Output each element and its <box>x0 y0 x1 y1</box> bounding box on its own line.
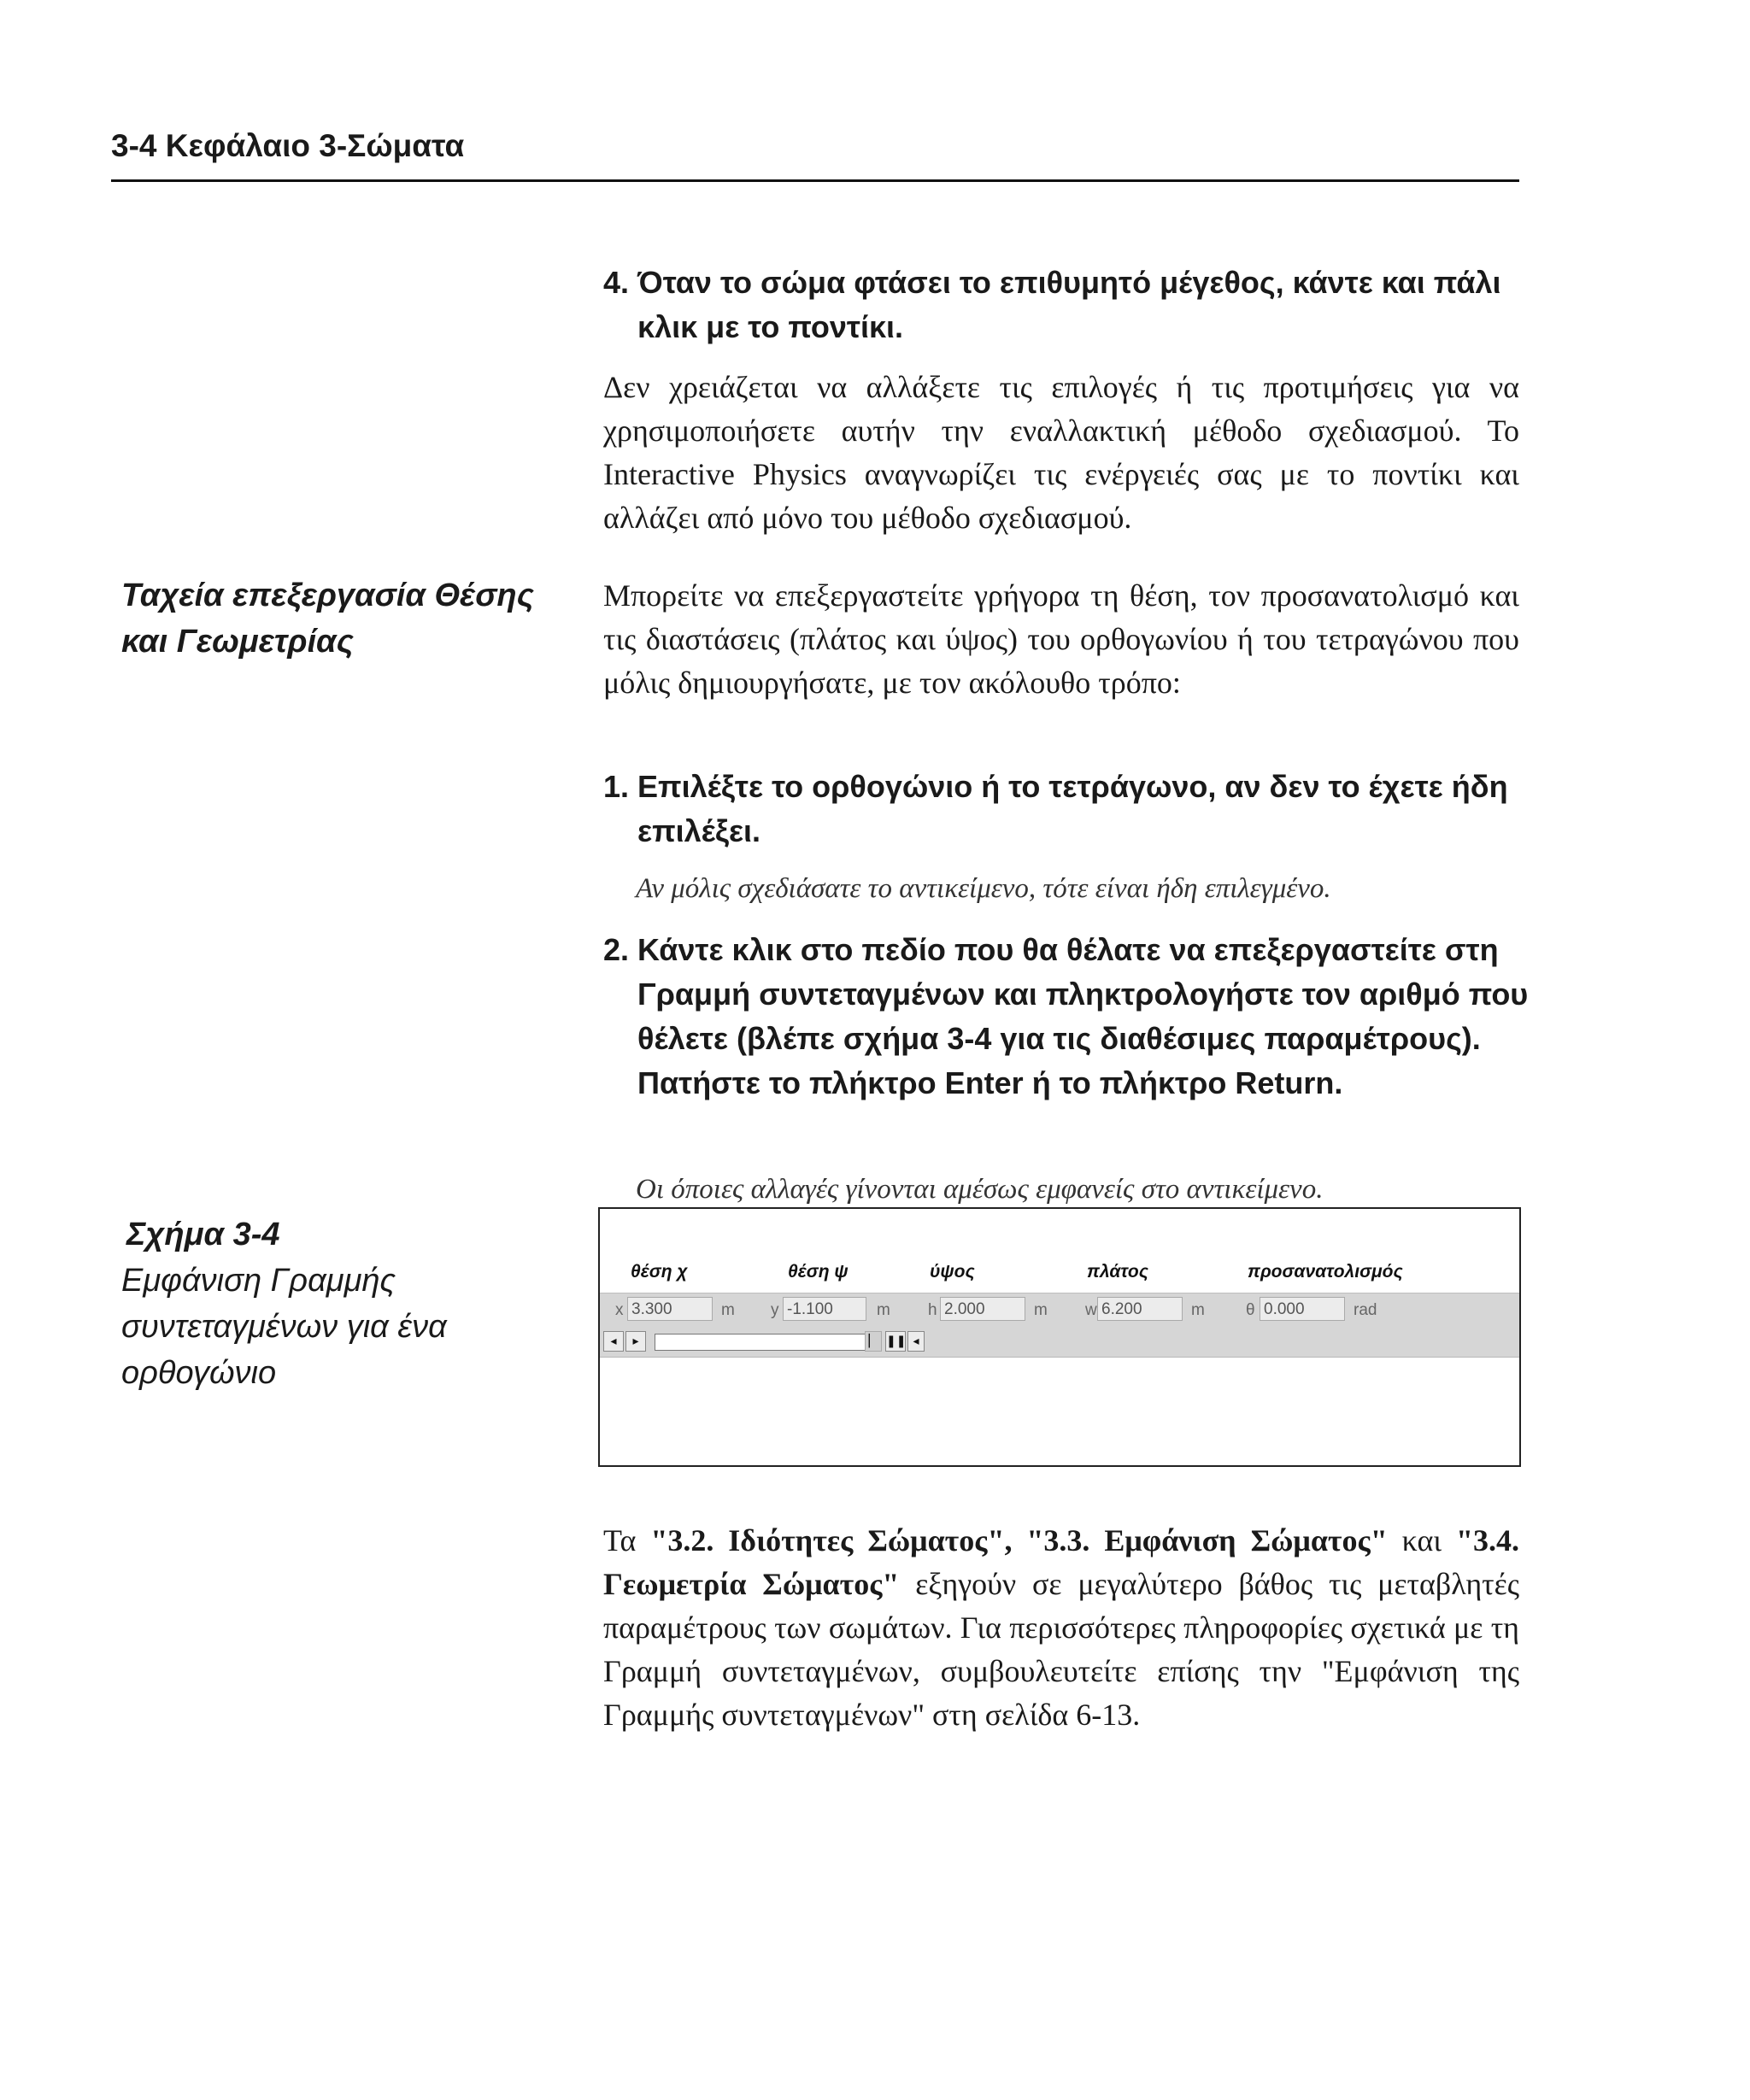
label-position-x: θέση χ <box>631 1262 688 1282</box>
figure-caption-line-3: ορθογώνιο <box>121 1355 277 1391</box>
x-prefix: x <box>615 1301 624 1319</box>
theta-prefix: θ <box>1246 1301 1255 1319</box>
step-4-number: 4. <box>603 265 630 300</box>
y-prefix: y <box>771 1301 779 1319</box>
closing-text-1: Τα <box>603 1523 651 1557</box>
play-icon[interactable]: ▸ <box>625 1331 646 1352</box>
label-orientation: προσανατολισμός <box>1248 1262 1403 1282</box>
step-4 <box>603 261 1553 349</box>
closing-paragraph <box>603 1519 1519 1737</box>
section-heading-line-1: Ταχεία επεξεργασία Θέσης <box>121 578 534 613</box>
figure-label: Σχήμα 3-4 <box>126 1217 280 1252</box>
closing-ref-2: "3.4. Γεωμετρία Σώματος" <box>603 1523 1520 1601</box>
step-2-text: Κάντε κλικ στο πεδίο που θα θέλατε να επεξεργαστείτε στη Γραμμή συντεταγμένων και πληκτρολογήστε τον αριθμό που θέλετε (βλέπε σχήμα 3-4 για τις διαθέσιμες παραμέτρους). Πατήστε το πλήκτρο Enter ή το πλήκτρο Return. <box>637 932 1529 1100</box>
label-position-y: θέση ψ <box>788 1262 849 1282</box>
w-unit: m <box>1191 1301 1205 1319</box>
pause-icon[interactable]: ❚❚ <box>885 1331 906 1352</box>
playback-slider-row <box>600 1328 1519 1358</box>
label-height: ύψος <box>930 1262 975 1282</box>
closing-text-3: εξηγούν σε μεγαλύτερο βάθος τις μεταβλητές παραμέτρους των σωμάτων. Για περισσότερες πληροφορίες σχετικά με τη Γραμμή συντεταγμένων, συμβουλευτείτε επίσης την "Εμφάνιση της Γραμμής συντεταγμένων" στη σελίδα 6-13. <box>603 1567 1520 1732</box>
figure-caption <box>121 1211 566 1396</box>
step-1-number: 1. <box>603 769 630 804</box>
figure-caption-line-1: Εμφάνιση Γραμμής <box>121 1263 396 1299</box>
slider-end-icon[interactable]: ▏ <box>865 1331 882 1352</box>
closing-text-2: και <box>1387 1523 1457 1557</box>
step-back-icon[interactable]: ◂ <box>603 1331 624 1352</box>
figure-caption-line-2: συντεταγμένων για ένα <box>121 1309 447 1345</box>
step-2-note: Οι όποιες αλλαγές γίνονται αμέσως εμφανείς στο αντικείμενο. <box>636 1174 1324 1205</box>
step-2-number: 2. <box>603 932 630 967</box>
step-1 <box>603 765 1553 853</box>
section-heading-line-2: και Γεωμετρίας <box>121 624 354 660</box>
w-field[interactable]: 6.200 <box>1097 1297 1183 1321</box>
running-header: 3-4 Κεφάλαιο 3-Σώματα <box>111 128 465 163</box>
h-field[interactable]: 2.000 <box>940 1297 1025 1321</box>
coordinates-bar <box>600 1293 1519 1329</box>
section-intro-paragraph: Μπορείτε να επεξεργαστείτε γρήγορα τη θέση, τον προσανατολισμό και τις διαστάσεις (πλάτος και ύψος) του ορθογωνίου ή του τετραγώνου που μόλις δημιουργήσατε, με τον ακόλουθο τρόπο: <box>603 578 1519 700</box>
step-4-text: Όταν το σώμα φτάσει το επιθυμητό μέγεθος, κάντε και πάλι κλικ με το ποντίκι. <box>637 265 1501 344</box>
y-field[interactable]: -1.100 <box>783 1297 866 1321</box>
w-prefix: w <box>1085 1301 1097 1319</box>
step-1-text: Επιλέξτε το ορθογώνιο ή το τετράγωνο, αν δεν το έχετε ήδη επιλέξει. <box>637 769 1508 848</box>
x-field[interactable]: 3.300 <box>627 1297 713 1321</box>
intro-paragraph: Δεν χρειάζεται να αλλάξετε τις επιλογές ή τις προτιμήσεις για να χρησιμοποιήσετε αυτήν την εναλλακτική μέθοδο σχεδιασμού. Το Interactive Physics αναγνωρίζει τις ενέργειές σας με το ποντίκι και αλλάζει από μόνο του μέθοδο σχεδιασμού. <box>603 370 1519 535</box>
step-2 <box>603 928 1553 1106</box>
h-unit: m <box>1034 1301 1048 1319</box>
coordinates-bar-figure <box>598 1207 1521 1467</box>
rewind-icon[interactable]: ◂ <box>907 1331 925 1352</box>
closing-ref-1: "3.2. Ιδιότητες Σώματος", "3.3. Εμφάνιση Σώματος" <box>650 1523 1388 1557</box>
label-width: πλάτος <box>1087 1262 1148 1282</box>
theta-unit: rad <box>1354 1301 1377 1319</box>
playback-slider-track[interactable] <box>655 1334 866 1351</box>
theta-field[interactable]: 0.000 <box>1260 1297 1345 1321</box>
x-unit: m <box>721 1301 735 1319</box>
header-rule <box>111 179 1519 182</box>
y-unit: m <box>877 1301 890 1319</box>
section-heading <box>121 572 566 665</box>
coordinate-column-labels <box>600 1262 1519 1289</box>
h-prefix: h <box>928 1301 937 1319</box>
step-1-note: Αν μόλις σχεδιάσατε το αντικείμενο, τότε είναι ήδη επιλεγμένο. <box>636 873 1331 904</box>
